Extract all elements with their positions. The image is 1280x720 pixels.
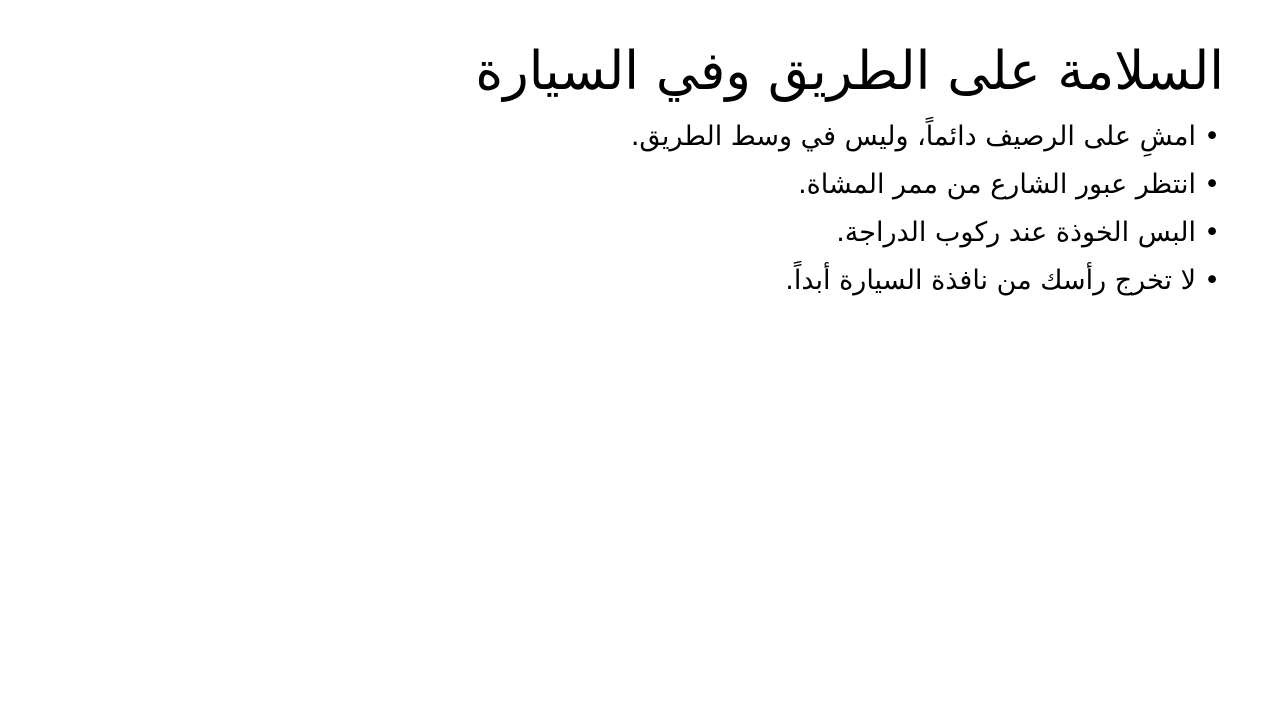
list-item: • البس الخوذة عند ركوب الدراجة.	[56, 209, 1224, 257]
page-title: السلامة على الطريق وفي السيارة	[475, 41, 1224, 102]
bullet-list	[56, 113, 1224, 305]
list-item: • امشِ على الرصيف دائماً، وليس في وسط الطريق.	[56, 113, 1224, 161]
list-item: • انتظر عبور الشارع من ممر المشاة.	[56, 161, 1224, 209]
list-item: • لا تخرج رأسك من نافذة السيارة أبداً.	[56, 257, 1224, 305]
